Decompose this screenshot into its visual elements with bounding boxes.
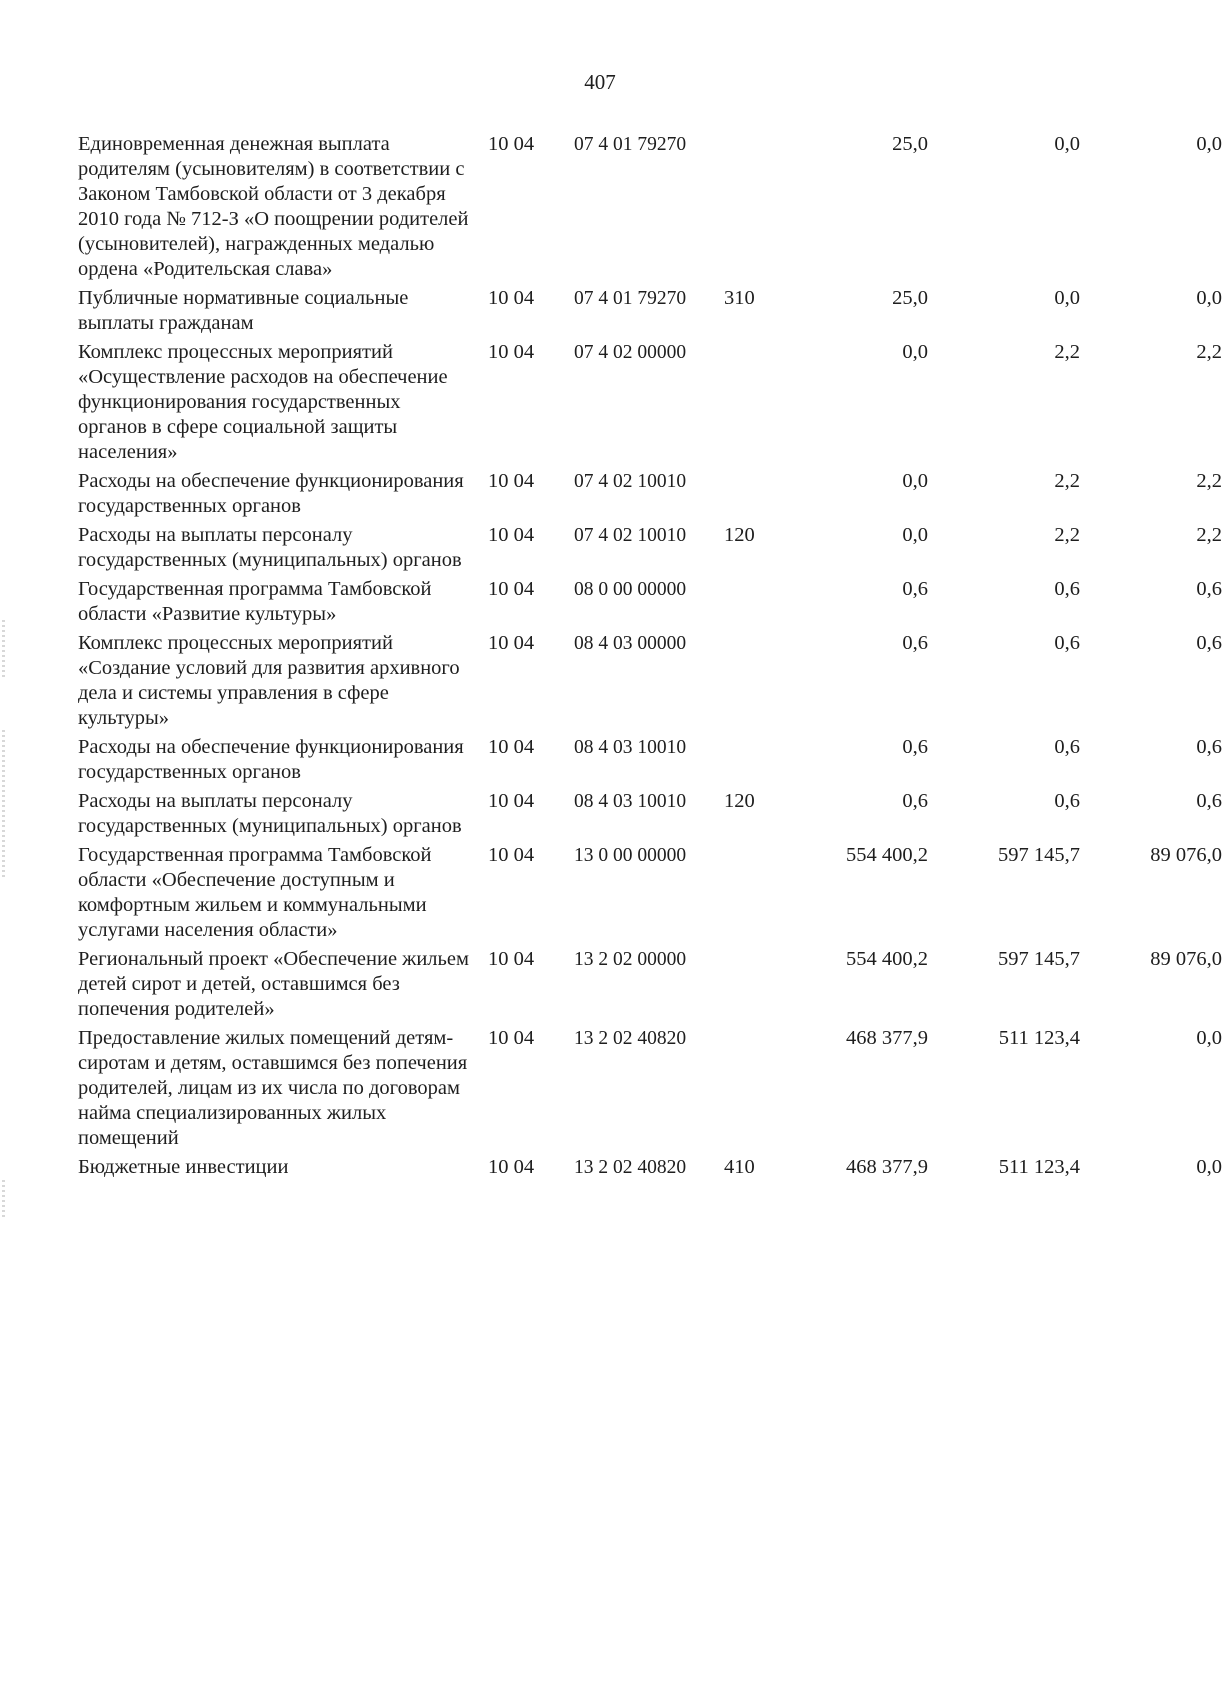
- row-name: Предоставление жилых помещений детям-сиротам и детям, оставшимся без попечения родителей, лицам из их числа по договорам найма специализированных жилых помещений: [78, 1027, 468, 1149]
- row-name: Публичные нормативные социальные выплаты гражданам: [78, 287, 409, 334]
- row-name: Комплекс процессных мероприятий «Создание условий для развития архивного дела и системы управления в сфере культуры»: [78, 632, 460, 729]
- row-value-1: 0,0: [902, 524, 928, 546]
- row-name: Государственная программа Тамбовской области «Обеспечение доступным и комфортным жильем и коммунальными услугами населения области»: [78, 844, 432, 941]
- row-value-2: 2,2: [1054, 470, 1080, 492]
- row-section: 10 04: [488, 632, 535, 654]
- table-row: [78, 789, 1226, 843]
- row-expense-type: 310: [724, 287, 755, 309]
- table-row: [78, 735, 1226, 789]
- row-value-2: 0,6: [1054, 790, 1080, 812]
- row-name: Государственная программа Тамбовской области «Развитие культуры»: [78, 578, 432, 625]
- row-section: 10 04: [488, 844, 535, 866]
- row-value-3: 2,2: [1196, 341, 1222, 363]
- table-row: [78, 469, 1226, 523]
- row-section: 10 04: [488, 287, 535, 309]
- row-value-3: 2,2: [1196, 470, 1222, 492]
- row-name: Расходы на обеспечение функционирования государственных органов: [78, 470, 464, 517]
- row-value-1: 0,0: [902, 470, 928, 492]
- row-name: Единовременная денежная выплата родителям (усыновителям) в соответствии с Законом Тамбовской области от 3 декабря 2010 года № 712-З «О поощрении родителей (усыновителей), награжденных медалью ордена «Родительская слава»: [78, 133, 469, 280]
- row-section: 10 04: [488, 790, 535, 812]
- row-article: 07 4 01 79270: [574, 288, 687, 309]
- table-row: [78, 340, 1226, 469]
- row-value-3: 2,2: [1196, 524, 1222, 546]
- row-value-2: 511 123,4: [998, 1027, 1080, 1049]
- row-value-1: 0,6: [902, 578, 928, 600]
- budget-table-body: [78, 132, 1226, 1184]
- row-value-3: 0,0: [1196, 1156, 1222, 1178]
- row-expense-type: [724, 132, 778, 286]
- row-expense-type: [724, 340, 778, 469]
- row-name: Комплекс процессных мероприятий «Осуществление расходов на обеспечение функционирования государственных органов в сфере социальной защиты населения»: [78, 341, 448, 463]
- row-value-3: 89 076,0: [1150, 844, 1222, 866]
- row-value-2: 511 123,4: [998, 1156, 1080, 1178]
- row-section: 10 04: [488, 470, 535, 492]
- row-expense-type: 120: [724, 524, 755, 546]
- row-value-1: 554 400,2: [846, 844, 928, 866]
- row-article: 08 4 03 10010: [574, 737, 687, 758]
- table-row: [78, 523, 1226, 577]
- row-name: Региональный проект «Обеспечение жильем детей сирот и детей, оставшимся без попечения родителей»: [78, 948, 469, 1020]
- row-value-2: 0,6: [1054, 632, 1080, 654]
- row-name: Бюджетные инвестиции: [78, 1156, 289, 1178]
- row-article: 08 0 00 00000: [574, 579, 687, 600]
- row-article: 13 2 02 40820: [574, 1157, 687, 1178]
- table-row: [78, 577, 1226, 631]
- row-value-2: 597 145,7: [998, 948, 1080, 970]
- row-article: 13 2 02 00000: [574, 949, 687, 970]
- row-expense-type: 410: [724, 1156, 755, 1178]
- row-value-3: 0,0: [1196, 133, 1222, 155]
- row-section: 10 04: [488, 948, 535, 970]
- row-article: 08 4 03 00000: [574, 633, 687, 654]
- row-expense-type: [724, 1026, 778, 1155]
- row-section: 10 04: [488, 578, 535, 600]
- row-article: 07 4 02 00000: [574, 342, 687, 363]
- row-section: 10 04: [488, 341, 535, 363]
- row-value-2: 0,0: [1054, 287, 1080, 309]
- table-row: [78, 631, 1226, 735]
- row-article: 07 4 02 10010: [574, 471, 687, 492]
- budget-table: [78, 132, 1226, 1184]
- row-name: Расходы на выплаты персоналу государственных (муниципальных) органов: [78, 524, 462, 571]
- row-article: 07 4 01 79270: [574, 134, 687, 155]
- row-section: 10 04: [488, 524, 535, 546]
- row-value-1: 25,0: [892, 287, 928, 309]
- row-expense-type: [724, 947, 778, 1026]
- row-value-1: 25,0: [892, 133, 928, 155]
- row-article: 13 2 02 40820: [574, 1028, 687, 1049]
- row-value-3: 0,6: [1196, 790, 1222, 812]
- row-expense-type: [724, 631, 778, 735]
- row-section: 10 04: [488, 1156, 535, 1178]
- row-value-2: 0,6: [1054, 736, 1080, 758]
- page-number: 407: [584, 70, 616, 94]
- row-article: 13 0 00 00000: [574, 845, 687, 866]
- table-row: [78, 1155, 1226, 1184]
- row-expense-type: [724, 577, 778, 631]
- row-value-2: 0,6: [1054, 578, 1080, 600]
- row-value-1: 468 377,9: [846, 1156, 928, 1178]
- row-value-2: 0,0: [1054, 133, 1080, 155]
- row-expense-type: 120: [724, 790, 755, 812]
- scan-artifact: [2, 1180, 5, 1220]
- row-expense-type: [724, 469, 778, 523]
- row-value-2: 2,2: [1054, 341, 1080, 363]
- row-value-2: 597 145,7: [998, 844, 1080, 866]
- row-value-1: 0,6: [902, 632, 928, 654]
- row-value-1: 0,6: [902, 736, 928, 758]
- row-value-1: 0,6: [902, 790, 928, 812]
- table-row: [78, 843, 1226, 947]
- row-value-1: 554 400,2: [846, 948, 928, 970]
- row-value-3: 0,0: [1196, 1027, 1222, 1049]
- table-row: [78, 286, 1226, 340]
- row-value-3: 0,6: [1196, 632, 1222, 654]
- row-article: 08 4 03 10010: [574, 791, 687, 812]
- row-section: 10 04: [488, 1027, 535, 1049]
- scan-artifact: [2, 730, 5, 880]
- row-section: 10 04: [488, 736, 535, 758]
- row-name: Расходы на обеспечение функционирования государственных органов: [78, 736, 464, 783]
- row-expense-type: [724, 843, 778, 947]
- table-row: [78, 1026, 1226, 1155]
- table-row: [78, 947, 1226, 1026]
- row-section: 10 04: [488, 133, 535, 155]
- row-value-3: 0,6: [1196, 736, 1222, 758]
- row-article: 07 4 02 10010: [574, 525, 687, 546]
- row-expense-type: [724, 735, 778, 789]
- row-value-3: 0,0: [1196, 287, 1222, 309]
- row-value-1: 0,0: [902, 341, 928, 363]
- scan-artifact: [2, 620, 5, 680]
- row-value-2: 2,2: [1054, 524, 1080, 546]
- table-row: [78, 132, 1226, 286]
- row-value-3: 0,6: [1196, 578, 1222, 600]
- row-name: Расходы на выплаты персоналу государственных (муниципальных) органов: [78, 790, 462, 837]
- row-value-3: 89 076,0: [1150, 948, 1222, 970]
- row-value-1: 468 377,9: [846, 1027, 928, 1049]
